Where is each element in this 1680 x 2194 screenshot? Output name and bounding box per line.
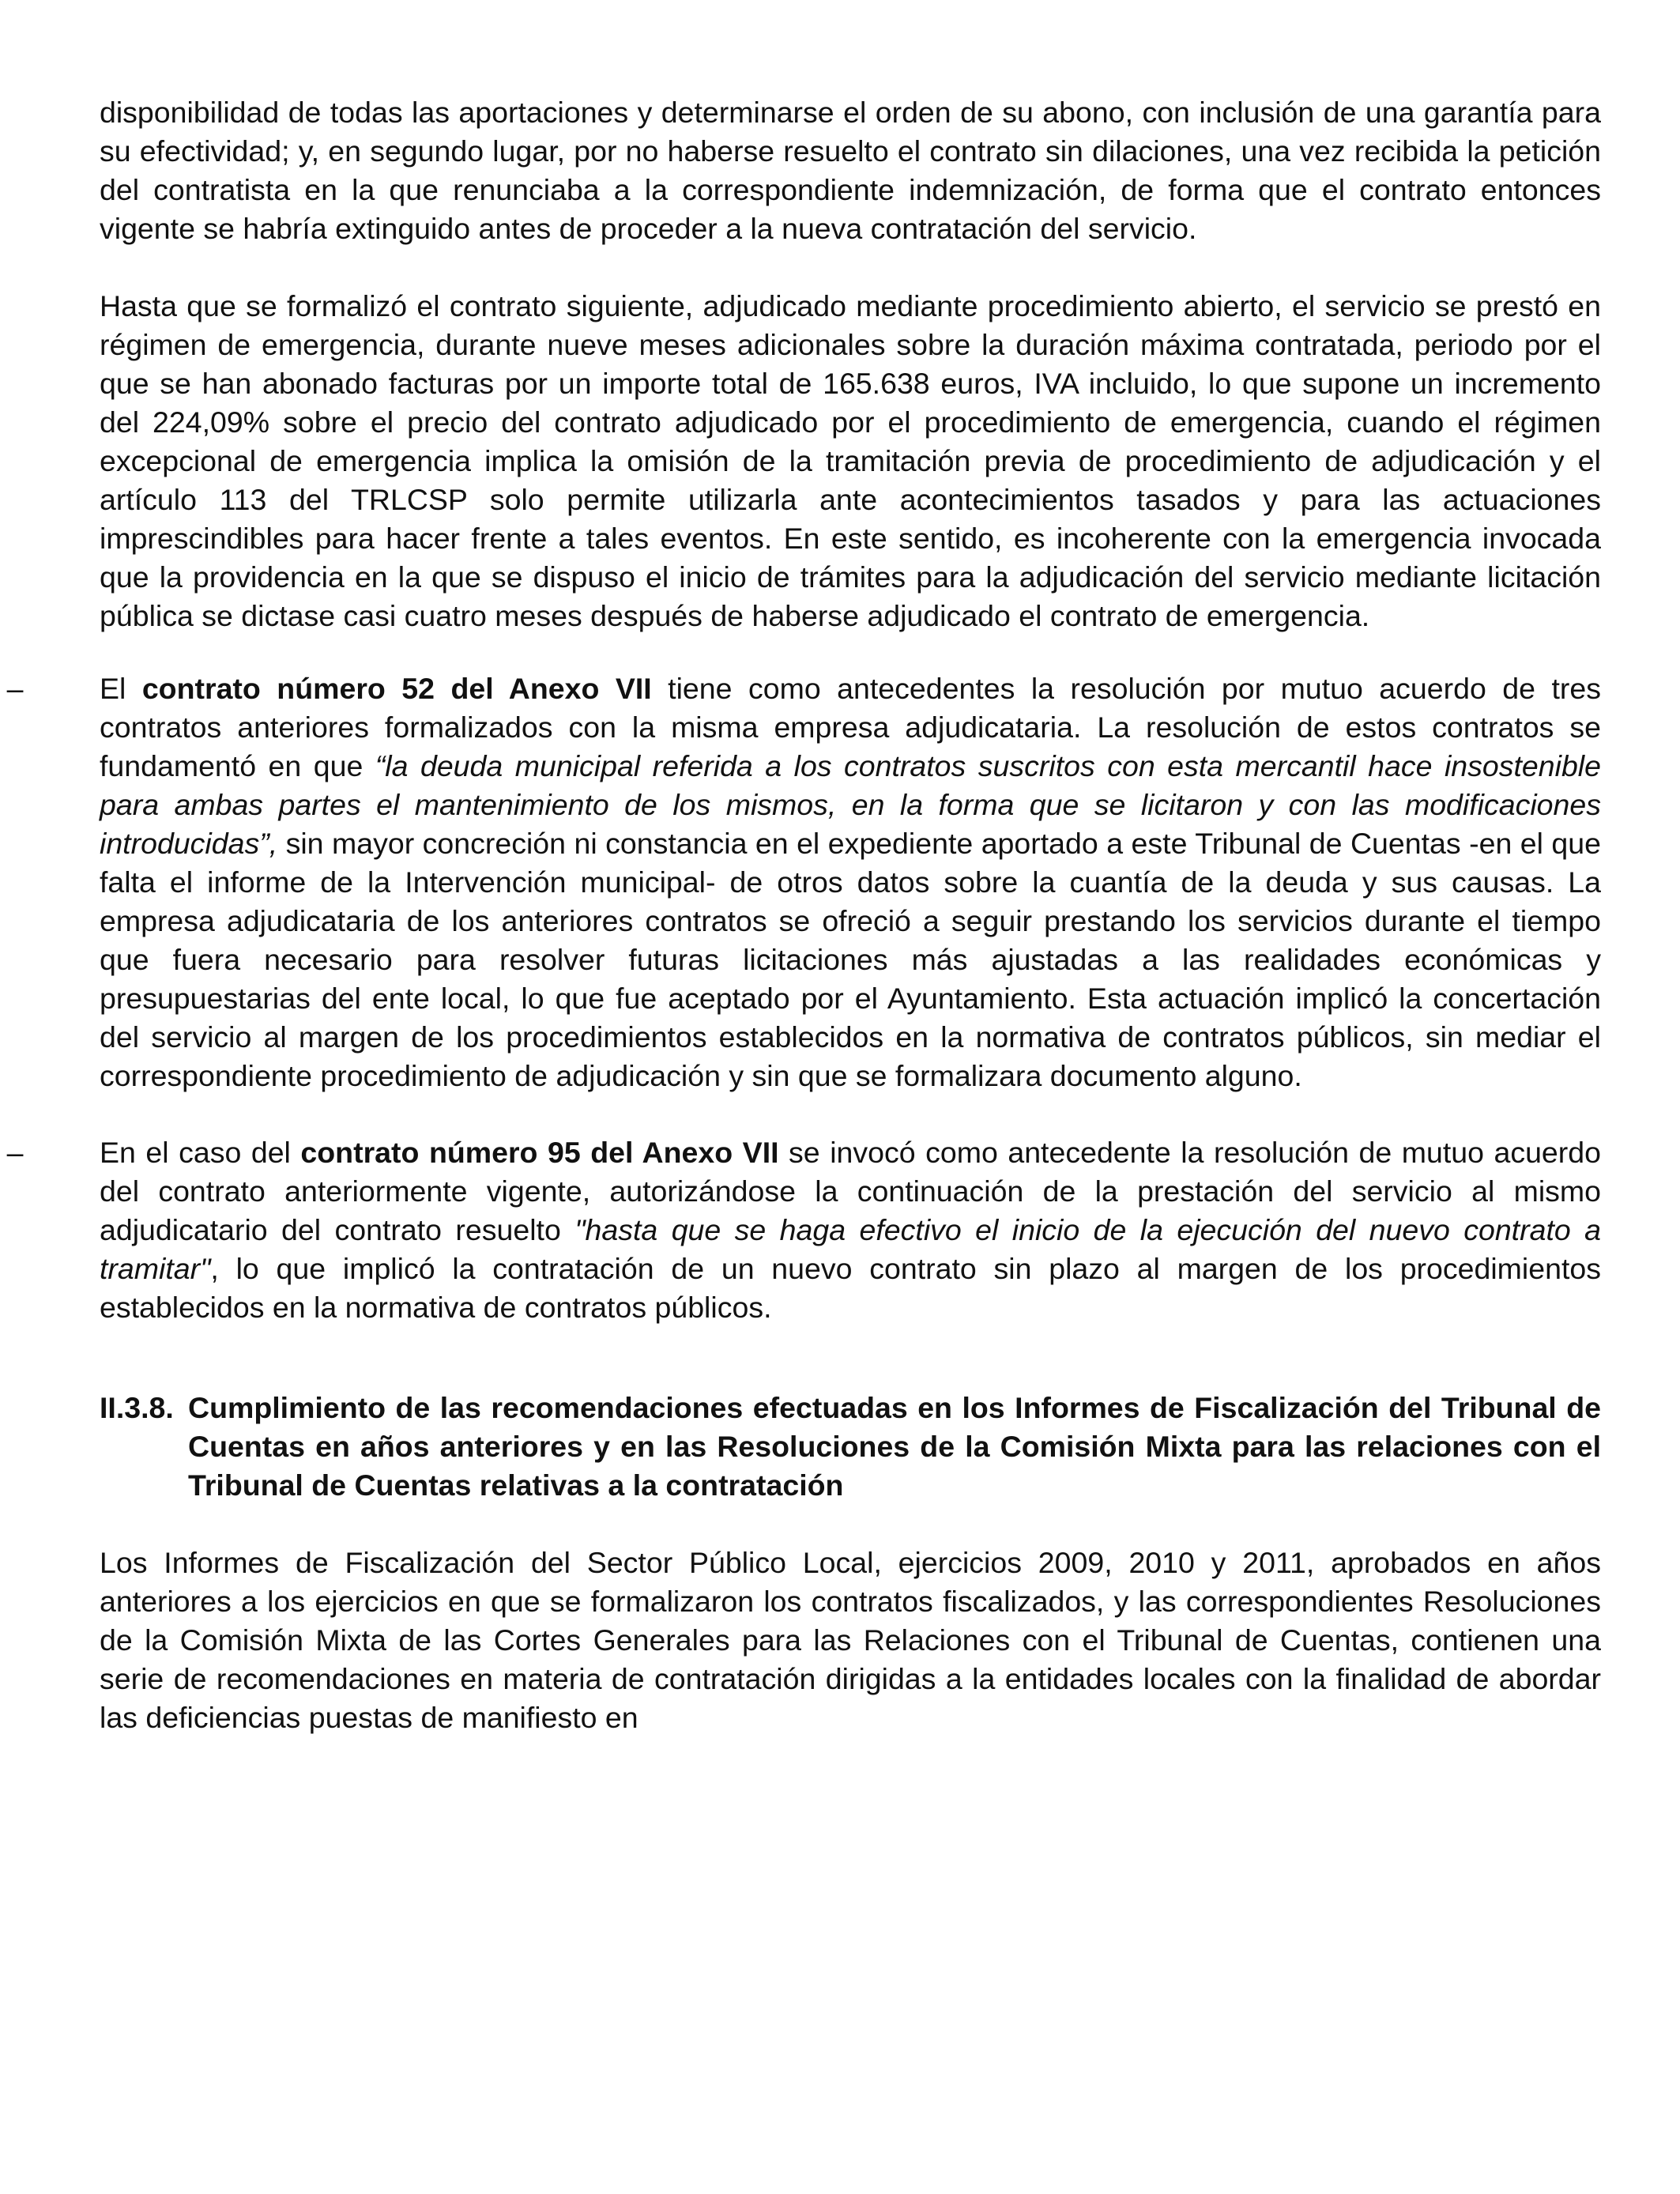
paragraph-recommendations: Los Informes de Fiscalización del Sector Público Local, ejercicios 2009, 2010 y 2011, aprobados en años anteriores a los ejercicios en que se formalizaron los contratos fiscalizados, y las correspondientes Resoluciones de la Comisión Mixta de las Cortes Generales para las Relaciones con el Tribunal de Cuentas, contienen una serie de recomendaciones en materia de contratación dirigidas a la entidades locales con la finalidad de abordar las deficiencias puestas de manifiesto en [100, 1546, 1601, 1734]
dash-bullet-icon: – [6, 672, 24, 705]
quoted-justification: “la deuda municipal referida a los contratos suscritos con esta mercantil hace insostenible para ambas partes el mantenimiento de los mismos, en la forma que se licitaron y con las modificaciones introducidas”, [100, 749, 1601, 860]
quoted-authorization: "hasta que se haga efectivo el inicio de la ejecución del nuevo contrato a tramitar" [100, 1213, 1601, 1285]
contract-52-reference: contrato número 52 del Anexo VII [141, 672, 652, 705]
bullet-lead-text: El [100, 672, 142, 705]
document-page [6, 93, 1601, 1737]
dash-bullet-icon: – [6, 1136, 24, 1169]
contract-95-reference: contrato número 95 del Anexo VII [300, 1136, 779, 1169]
bullet-text: , lo que implicó la contratación de un nuevo contrato sin plazo al margen de los procedimientos establecidos en la normativa de contratos públicos. [100, 1252, 1601, 1324]
bullet-contract-52 [6, 669, 1601, 1095]
bullet-text: sin mayor concreción ni constancia en el expediente aportado a este Tribunal de Cuentas -en el que falta el informe de la Intervención municipal- de otros datos sobre la cuantía de la deuda y sus causas. La empresa adjudicataria de los anteriores contratos se ofreció a seguir prestando los servicios durante el tiempo que fuera necesario para resolver futuras licitaciones más ajustadas a las realidades económicas y presupuestarias del ente local, lo que fue aceptado por el Ayuntamiento. Esta actuación implicó la concertación del servicio al margen de los procedimientos establecidos en la normativa de contratos públicos, sin mediar el correspondiente procedimiento de adjudicación y sin que se formalizara documento alguno. [100, 827, 1601, 1092]
bullet-lead-text: En el caso del [100, 1136, 301, 1169]
section-heading [100, 1389, 1601, 1505]
section-number: II.3.8. [100, 1391, 174, 1424]
bullet-text: se invocó como antecedente la resolución de mutuo acuerdo del contrato anteriormente vigente, autorizándose la continuación de la prestación del servicio al mismo adjudicatario del contrato resuelto [100, 1136, 1601, 1246]
section-title: Cumplimiento de las recomendaciones efectuadas en los Informes de Fiscalización del Tribunal de Cuentas en años anteriores y en las Resoluciones de la Comisión Mixta para las relaciones con el Tribunal de Cuentas relativas a la contratación [188, 1391, 1601, 1502]
paragraph-emergency-regime: Hasta que se formalizó el contrato siguiente, adjudicado mediante procedimiento abierto, el servicio se prestó en régimen de emergencia, durante nueve meses adicionales sobre la duración máxima contratada, periodo por el que se han abonado facturas por un importe total de 165.638 euros, IVA incluido, lo que supone un incremento del 224,09% sobre el precio del contrato adjudicado por el procedimiento de emergencia, cuando el régimen excepcional de emergencia implica la omisión de la tramitación previa de procedimiento de adjudicación y el artículo 113 del TRLCSP solo permite utilizarla ante acontecimientos tasados y para las actuaciones imprescindibles para hacer frente a tales eventos. En este sentido, es incoherente con la emergencia invocada que la providencia en la que se dispuso el inicio de trámites para la adjudicación del servicio mediante licitación pública se dictase casi cuatro meses después de haberse adjudicado el contrato de emergencia. [100, 289, 1601, 632]
bullet-contract-95 [6, 1133, 1601, 1327]
bullet-text: tiene como antecedentes la resolución por mutuo acuerdo de tres contratos anteriores formalizados con la misma empresa adjudicataria. La resolución de estos contratos se fundamentó en que [100, 672, 1601, 782]
paragraph-continuation: disponibilidad de todas las aportaciones y determinarse el orden de su abono, con inclusión de una garantía para su efectividad; y, en segundo lugar, por no haberse resuelto el contrato sin dilaciones, una vez recibida la petición del contratista en la que renunciaba a la correspondiente indemnización, de forma que el contrato entonces vigente se habría extinguido antes de proceder a la nueva contratación del servicio. [100, 96, 1601, 245]
